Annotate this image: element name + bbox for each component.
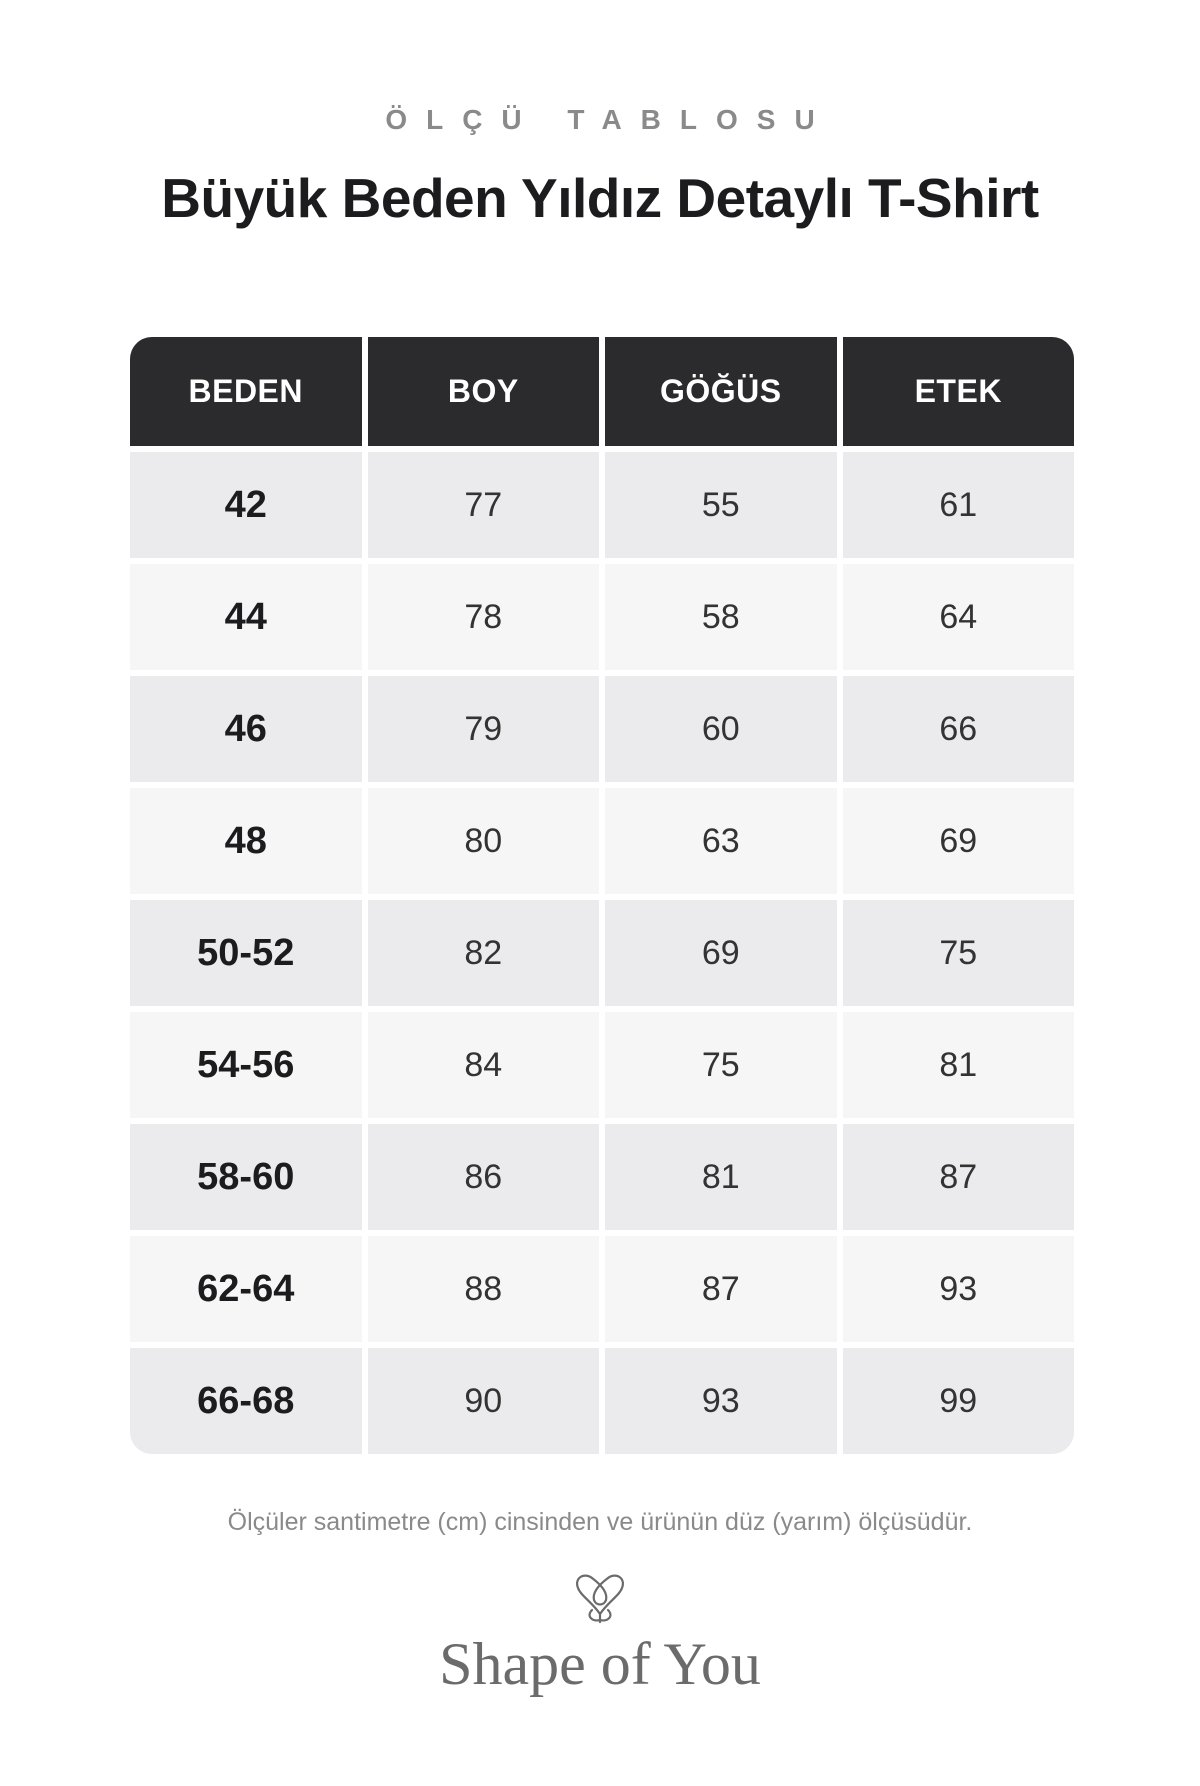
measurement-note: Ölçüler santimetre (cm) cinsinden ve ürünün düz (yarım) ölçüsüdür. (227, 1508, 973, 1536)
cell-gogus: 87 (605, 1236, 837, 1342)
size-table (130, 337, 1074, 1454)
cell-gogus: 81 (605, 1124, 837, 1230)
cell-etek: 93 (843, 1236, 1075, 1342)
header-beden: BEDEN (130, 337, 362, 446)
cell-size: 42 (130, 452, 362, 558)
eyebrow-label: ÖLÇÜ TABLOSU (385, 104, 834, 135)
cell-gogus: 69 (605, 900, 837, 1006)
header-gogus: GÖĞÜS (605, 337, 837, 446)
cell-gogus: 60 (605, 676, 837, 782)
cell-gogus: 63 (605, 788, 837, 894)
cell-size: 44 (130, 564, 362, 670)
cell-boy: 80 (368, 788, 600, 894)
cell-gogus: 55 (605, 452, 837, 558)
cell-boy: 78 (368, 564, 600, 670)
cell-boy: 79 (368, 676, 600, 782)
cell-boy: 82 (368, 900, 600, 1006)
cell-gogus: 58 (605, 564, 837, 670)
cell-size: 58-60 (130, 1124, 362, 1230)
cell-etek: 99 (843, 1348, 1075, 1454)
cell-gogus: 75 (605, 1012, 837, 1118)
cell-etek: 87 (843, 1124, 1075, 1230)
cell-etek: 81 (843, 1012, 1075, 1118)
cell-etek: 61 (843, 452, 1075, 558)
brand-name: Shape of You (439, 1631, 761, 1697)
cell-boy: 77 (368, 452, 600, 558)
cell-etek: 69 (843, 788, 1075, 894)
intertwined-hearts-icon (570, 1570, 630, 1628)
cell-boy: 86 (368, 1124, 600, 1230)
cell-boy: 90 (368, 1348, 600, 1454)
cell-size: 46 (130, 676, 362, 782)
cell-size: 62-64 (130, 1236, 362, 1342)
header-boy: BOY (368, 337, 600, 446)
page-title: Büyük Beden Yıldız Detaylı T-Shirt (161, 167, 1039, 229)
cell-gogus: 93 (605, 1348, 837, 1454)
cell-size: 66-68 (130, 1348, 362, 1454)
cell-size: 54-56 (130, 1012, 362, 1118)
cell-size: 48 (130, 788, 362, 894)
cell-size: 50-52 (130, 900, 362, 1006)
cell-boy: 84 (368, 1012, 600, 1118)
cell-etek: 64 (843, 564, 1075, 670)
cell-etek: 66 (843, 676, 1075, 782)
cell-boy: 88 (368, 1236, 600, 1342)
header-etek: ETEK (843, 337, 1075, 446)
cell-etek: 75 (843, 900, 1075, 1006)
